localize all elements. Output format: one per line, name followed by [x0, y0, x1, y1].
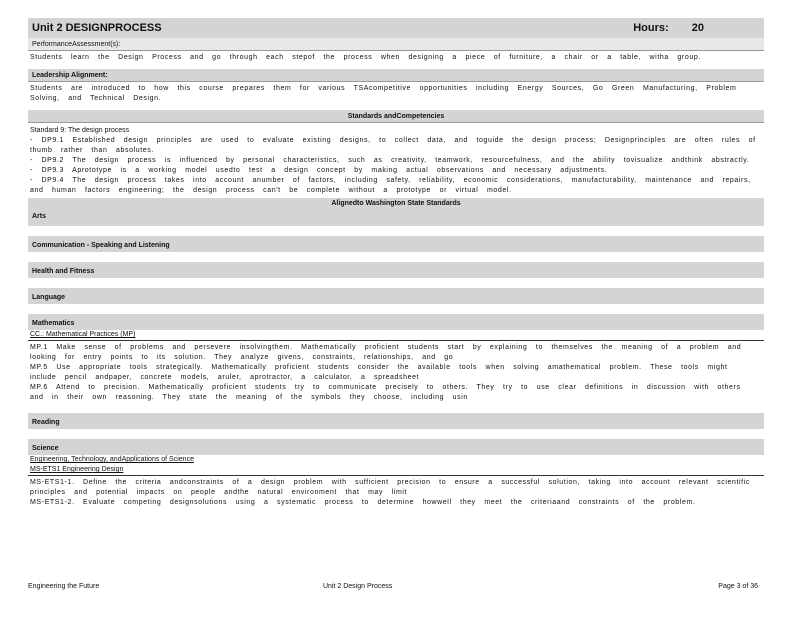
- footer-middle: Unit 2 Design Process: [323, 583, 393, 590]
- unit-title: Unit 2 DESIGNPROCESS: [32, 22, 162, 34]
- document-page: [28, 18, 764, 510]
- section-language: Language: [28, 288, 764, 304]
- standard-line: Standard 9: The design process: [30, 127, 130, 134]
- leadership-heading: [28, 69, 764, 82]
- footer-left: Engineering the Future: [28, 583, 100, 590]
- performance-label: PerformanceAssessment(s):: [32, 41, 121, 48]
- section-health: Health and Fitness: [28, 262, 764, 278]
- section-reading: Reading: [28, 413, 764, 429]
- footer-page-number: Page 3 of 36: [718, 583, 758, 590]
- math-practices-subheading: CC.: Mathematical Practices (MP): [28, 330, 764, 341]
- aligned-heading: [28, 198, 764, 210]
- performance-text: Students learn the Design Process and go through each stepof the process when designing a piece of furniture, a chair or a table, witha group.: [30, 54, 701, 61]
- math-line: MP.6 Attend to precision. Mathematically proficient students try to communicate precisely to others. They try to use clear definitions in discussion with others and in their own reasoning. They state the meaning of the symbols they choose, including usin: [30, 384, 741, 401]
- aligned-heading-label: Alignedto Washington State Standards: [331, 200, 461, 207]
- science-body: [28, 476, 764, 510]
- section-mathematics: Mathematics: [28, 314, 764, 330]
- science-line: MS-ETS1-1. Define the criteria andconstraints of a design problem with sufficient precision to ensure a successful solution, taking into account relevant scientific principles and potential impacts on people andthe natural environment that may limit: [30, 479, 750, 496]
- standards-heading: [28, 110, 764, 123]
- page-footer: [28, 583, 764, 590]
- standard-line: - DP9.3 Aprototype is a working model usedto test a design concept by making actual observations and necessary adjustments.: [30, 167, 608, 174]
- section-arts: Arts: [28, 210, 764, 226]
- unit-header: [28, 18, 764, 38]
- science-subheading-1: Engineering, Technology, andApplications of Science: [30, 456, 194, 463]
- section-science: Science: [28, 439, 764, 455]
- math-body: [28, 341, 764, 405]
- science-line: MS-ETS1-2. Evaluate competing designsolutions using a systematic process to determine howwell they meet the criteriaand constraints of the problem.: [30, 499, 696, 506]
- standards-heading-label: Standards andCompetencies: [347, 113, 445, 120]
- standard-line: - DP9.2 The design process is influenced by personal characteristics, such as creativity, teamwork, resourcefulness, and the ability tovisualize andthink abstractly.: [30, 157, 750, 164]
- leadership-text: Students are introduced to how this course prepares them for various TSAcompetitive opportunities including Energy Sources, Go Green Manufacturing, Problem Solving, and Technical Design.: [30, 85, 737, 102]
- leadership-label: Leadership Alignment:: [32, 72, 108, 79]
- math-line: MP.5 Use appropriate tools strategically. Mathematically proficient students consider the available tools when solving amathematical problem. These tools might include pencil andpaper, concrete models, aruler, aprotractor, a calculator, a spreadsheet: [30, 364, 728, 381]
- standard-line: - DP9.4 The design process takes into account anumber of factors, including safety, reliability, economic considerations, manufacturability, maintenance and repairs, and human factors engineering; the design process can't be complete without a prototype or virtual model.: [30, 177, 751, 194]
- standard-line: - DP9.1 Established design principles are used to evaluate existing designs, to collect data, and toguide the design process; Designprinciples are often rules of thumb rather than absolutes.: [30, 137, 756, 154]
- performance-heading: [28, 38, 764, 51]
- standards-body: [28, 123, 764, 198]
- section-communication: Communication - Speaking and Listening: [28, 236, 764, 252]
- hours-value: 20: [691, 22, 704, 34]
- hours-block: [633, 22, 704, 34]
- math-line: MP.1 Make sense of problems and persevere insolvingthem. Mathematically proficient students start by explaining to themselves the meaning of a problem and looking for entry points to its solution. They analyze givens, constraints, relationships, and go: [30, 344, 742, 361]
- hours-label: Hours:: [633, 22, 669, 34]
- science-subheading-2: MS-ETS1 Engineering Design: [28, 465, 764, 476]
